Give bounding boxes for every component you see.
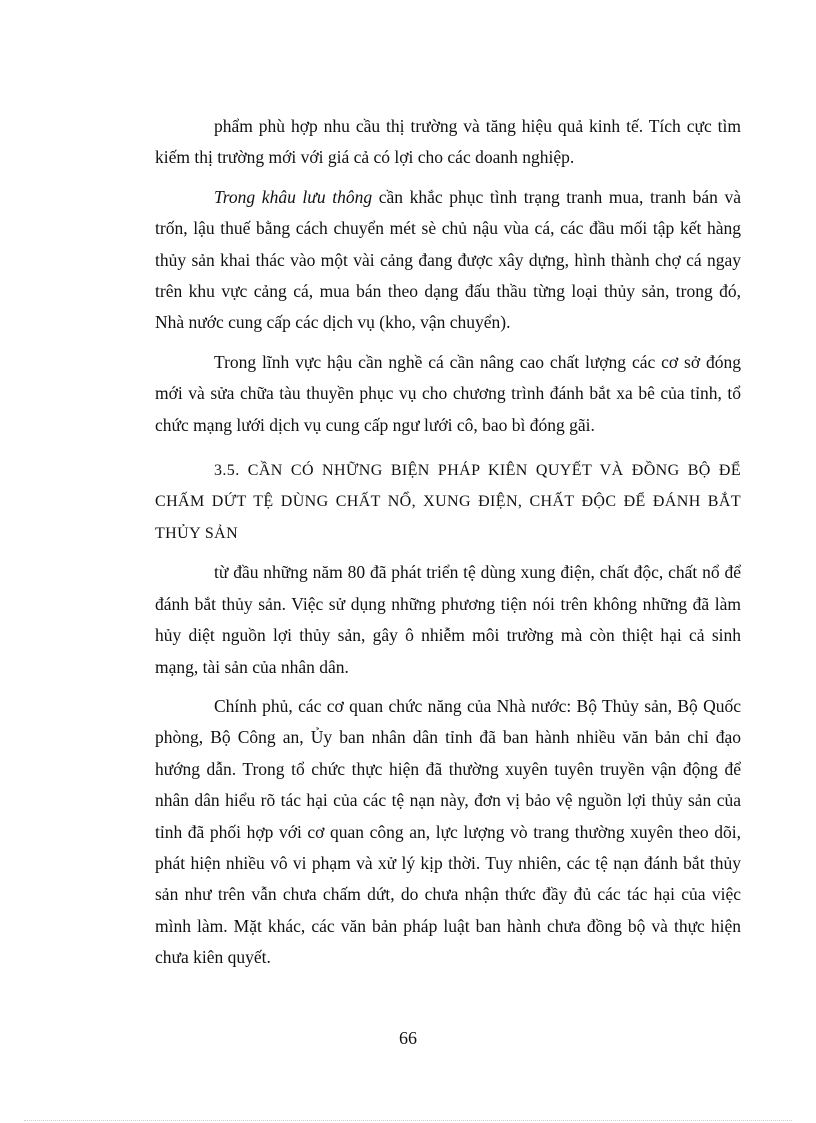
paragraph-text: cần khắc phục tình trạng tranh mua, tranh bán và trốn, lậu thuế bằng cách chuyển mét sè chủ nậu vùa cá, các đầu mối tập kết hàng thủy sản khai thác vào một vài cảng đang được xây dựng, hình thành chợ cá ngay trên khu vực cảng cá, mua bán theo dạng đấu thầu từng loại thủy sản, trong đó, Nhà nước cung cấp các dịch vụ (kho, vận chuyển). xyxy=(155,186,741,333)
section-heading: 3.5. CẦN CÓ NHỮNG BIỆN PHÁP KIÊN QUYẾT VÀ ĐỒNG BỘ ĐỂ CHẤM DỨT TỆ DÙNG CHẤT NỔ, XUNG ĐIỆN, CHẤT ĐỘC ĐỂ ĐÁNH BẮT THỦY SẢN xyxy=(155,462,741,542)
page-body xyxy=(155,111,741,974)
page-bottom-rule xyxy=(24,1120,792,1121)
paragraph-text: Trong lĩnh vực hậu cần nghề cá cần nâng cao chất lượng các cơ sở đóng mới và sửa chữa tàu thuyền phục vụ cho chương trình đánh bắt xa bê của tỉnh, tổ chức mạng lưới dịch vụ cung cấp ngư lưới cô, bao bì đóng gãi. xyxy=(155,351,741,435)
paragraph: từ đầu những năm 80 đã phát triển tệ dùng xung điện, chất độc, chất nổ để đánh bắt thủy sản. Việc sử dụng những phương tiện nói trên không những đã làm hủy diệt nguồn lợi thủy sản, gây ô nhiễm môi trường mà còn thiệt hại cả sinh mạng, tài sản của nhân dân. xyxy=(155,562,741,677)
page-number: 66 xyxy=(399,1028,417,1048)
paragraph xyxy=(155,111,741,174)
paragraph xyxy=(155,347,741,441)
paragraph-lead: Trong khâu lưu thông xyxy=(214,186,373,207)
paragraph-text: phẩm phù hợp nhu cầu thị trường và tăng hiệu quả kinh tế. Tích cực tìm kiếm thị trường mới với giá cả có lợi cho các doanh nghiệp. xyxy=(155,116,741,168)
paragraph xyxy=(155,182,741,339)
paragraph: Chính phủ, các cơ quan chức năng của Nhà nước: Bộ Thủy sản, Bộ Quốc phòng, Bộ Công an, Ủy ban nhân dân tỉnh đã ban hành nhiều văn bản chỉ đạo hướng dẫn. Trong tổ chức thực hiện đã thường xuyên tuyên truyền vận động để nhân dân hiểu rõ tác hại của các tệ nạn này, đơn vị bảo vệ nguồn lợi thủy sản của tỉnh đã phối hợp với cơ quan công an, lực lượng vò trang thường xuyên theo dõi, phát hiện nhiều vô vi phạm và xử lý kịp thời. Tuy nhiên, các tệ nạn đánh bắt thủy sản như trên vẫn chưa chấm dứt, do chưa nhận thức đầy đủ các tác hại của việc mình làm. Mặt khác, các văn bản pháp luật ban hành chưa đồng bộ và thực hiện chưa kiên quyết. xyxy=(155,695,741,968)
